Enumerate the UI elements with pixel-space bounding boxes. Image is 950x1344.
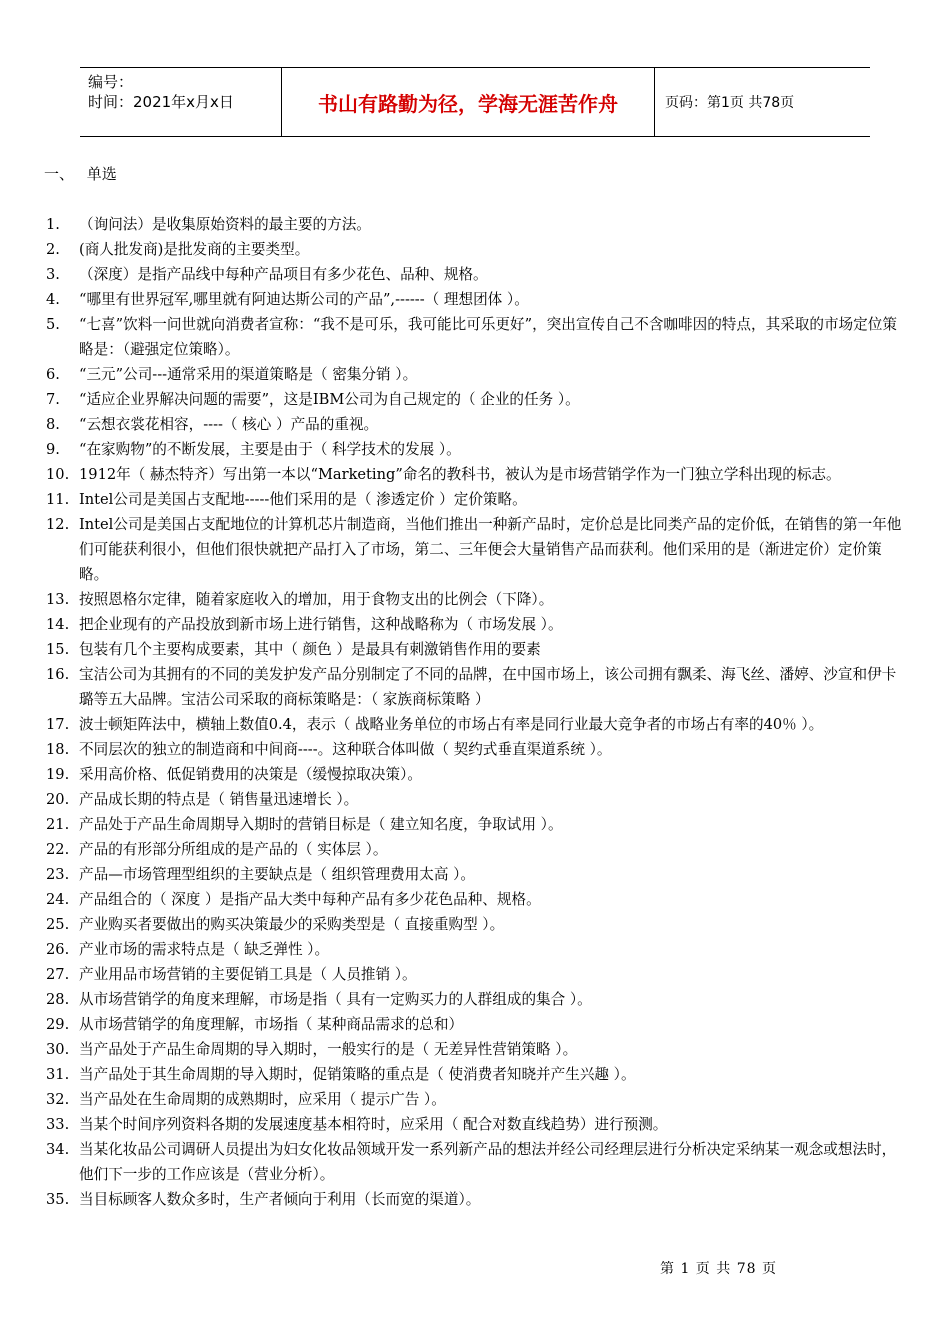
question-text: 产业购买者要做出的购买决策最少的采购类型是（ 直接重购型 ）。 xyxy=(79,916,505,933)
question-item xyxy=(46,637,906,662)
question-number: 12. xyxy=(46,516,70,533)
question-text: 当某化妆品公司调研人员提出为妇女化妆品领域开发一系列新产品的想法并经公司经理层进行分析决定采纳某一观念或想法时，他们下一步的工作应该是（营业分析）。 xyxy=(79,1141,897,1183)
question-item xyxy=(46,512,906,587)
question-text: “适应企业界解决问题的需要”，这是IBM公司为自己规定的（ 企业的任务 ）。 xyxy=(79,391,580,408)
question-text: 当产品处在生命周期的成熟期时，应采用（ 提示广告 ）。 xyxy=(79,1091,446,1108)
question-list xyxy=(46,212,906,1212)
question-item xyxy=(46,1137,906,1187)
question-text: 产业市场的需求特点是（ 缺乏弹性 ）。 xyxy=(79,941,330,958)
question-text: Intel公司是美国占支配地-----他们采用的是（ 渗透定价 ）定价策略。 xyxy=(79,491,527,508)
header-motto-cell xyxy=(282,68,655,136)
question-text: 当某个时间序列资料各期的发展速度基本相符时，应采用（ 配合对数直线趋势）进行预测。 xyxy=(79,1116,668,1133)
question-text: 当产品处于其生命周期的导入期时，促销策略的重点是（ 使消费者知晓并产生兴趣 ）。 xyxy=(79,1066,636,1083)
question-item xyxy=(46,962,906,987)
question-number: 21. xyxy=(46,816,70,833)
question-text: 产品处于产品生命周期导入期时的营销目标是（ 建立知名度，争取试用 ）。 xyxy=(79,816,563,833)
question-text: “在家购物”的不断发展，主要是由于（ 科学技术的发展 ）。 xyxy=(79,441,461,458)
question-text: 波士顿矩阵法中，横轴上数值0.4，表示（ 战略业务单位的市场占有率是同行业最大竞争者的市场占有率的40％ ）。 xyxy=(79,716,824,733)
header-meta xyxy=(80,68,282,136)
question-text: 从市场营销学的角度理解，市场指（ 某种商品需求的总和） xyxy=(79,1016,464,1033)
question-number: 24. xyxy=(46,891,70,908)
section-title: 单选 xyxy=(86,165,117,183)
question-item xyxy=(46,212,906,237)
question-item xyxy=(46,937,906,962)
question-number: 6. xyxy=(46,366,60,383)
question-number: 34. xyxy=(46,1141,70,1158)
section-heading xyxy=(44,163,117,184)
question-number: 14. xyxy=(46,616,70,633)
question-number: 30. xyxy=(46,1041,70,1058)
question-number: 19. xyxy=(46,766,70,783)
question-item xyxy=(46,487,906,512)
question-item xyxy=(46,712,906,737)
question-item xyxy=(46,812,906,837)
question-number: 33. xyxy=(46,1116,70,1133)
question-number: 27. xyxy=(46,966,70,983)
time-label: 时间：2021年x月x日 xyxy=(88,93,234,111)
question-item xyxy=(46,437,906,462)
question-number: 8. xyxy=(46,416,60,433)
question-number: 15. xyxy=(46,641,70,658)
question-text: 宝洁公司为其拥有的不同的美发护发产品分别制定了不同的品牌，在中国市场上，该公司拥有飘柔、海飞丝、潘婷、沙宣和伊卡璐等五大品牌。宝洁公司采取的商标策略是：（ 家族商标策略 ） xyxy=(79,666,897,708)
question-number: 20. xyxy=(46,791,70,808)
question-number: 28. xyxy=(46,991,70,1008)
question-number: 7. xyxy=(46,391,60,408)
question-item xyxy=(46,312,906,362)
question-text: 按照恩格尔定律，随着家庭收入的增加，用于食物支出的比例会（下降）。 xyxy=(79,591,554,608)
page-header xyxy=(80,67,870,137)
question-number: 17. xyxy=(46,716,70,733)
question-number: 10. xyxy=(46,466,70,483)
question-text: 产品的有形部分所组成的是产品的（ 实体层 ）。 xyxy=(79,841,388,858)
question-item xyxy=(46,387,906,412)
question-text: 包装有几个主要构成要素，其中（ 颜色 ）是最具有刺激销售作用的要素 xyxy=(79,641,541,658)
question-item xyxy=(46,787,906,812)
question-number: 18. xyxy=(46,741,70,758)
question-item xyxy=(46,1187,906,1212)
question-number: 35. xyxy=(46,1191,70,1208)
question-item xyxy=(46,837,906,862)
question-text: 从市场营销学的角度来理解，市场是指（ 具有一定购买力的人群组成的集合 ）。 xyxy=(79,991,592,1008)
question-text: (商人批发商)是批发商的主要类型。 xyxy=(79,241,310,258)
question-text: 1912年（ 赫杰特齐）写出第一本以“Marketing”命名的教科书，被认为是市场营销学作为一门独立学科出现的标志。 xyxy=(79,466,841,483)
question-item xyxy=(46,1087,906,1112)
question-item xyxy=(46,287,906,312)
page-info: 页码：第1页 共78页 xyxy=(665,95,795,111)
question-number: 16. xyxy=(46,666,70,683)
question-text: “七喜”饮料一问世就向消费者宣称：“我不是可乐，我可能比可乐更好”，突出宣传自己不含咖啡因的特点，其采取的市场定位策略是：（避强定位策略）。 xyxy=(79,316,897,358)
question-item xyxy=(46,662,906,712)
question-text: 产品—市场管理型组织的主要缺点是（ 组织管理费用太高 ）。 xyxy=(79,866,476,883)
question-item xyxy=(46,412,906,437)
question-number: 32. xyxy=(46,1091,70,1108)
question-item xyxy=(46,987,906,1012)
question-text: 产品成长期的特点是（ 销售量迅速增长 ）。 xyxy=(79,791,359,808)
question-number: 5. xyxy=(46,316,60,333)
page-footer: 第 1 页 共 78 页 xyxy=(660,1261,777,1277)
question-number: 3. xyxy=(46,266,60,283)
question-item xyxy=(46,362,906,387)
question-text: “云想衣裳花相容，----（ 核心 ）产品的重视。 xyxy=(79,416,379,433)
question-item xyxy=(46,1112,906,1137)
question-item xyxy=(46,737,906,762)
question-text: 不同层次的独立的制造商和中间商----。这种联合体叫做（ 契约式垂直渠道系统 ）。 xyxy=(79,741,612,758)
number-label: 编号： xyxy=(88,73,134,91)
question-item xyxy=(46,612,906,637)
question-item xyxy=(46,762,906,787)
question-item xyxy=(46,262,906,287)
question-number: 4. xyxy=(46,291,60,308)
question-item xyxy=(46,1037,906,1062)
question-item xyxy=(46,887,906,912)
question-number: 1. xyxy=(46,216,60,233)
question-text: “哪里有世界冠军,哪里就有阿迪达斯公司的产品”,------（ 理想团体 ）。 xyxy=(79,291,529,308)
question-text: （深度）是指产品线中每种产品项目有多少花色、品种、规格。 xyxy=(79,266,488,283)
question-text: 采用高价格、低促销费用的决策是（缓慢掠取决策）。 xyxy=(79,766,422,783)
question-text: （询问法）是收集原始资料的最主要的方法。 xyxy=(79,216,371,233)
question-text: 当产品处于产品生命周期的导入期时，一般实行的是（ 无差异性营销策略 ）。 xyxy=(79,1041,578,1058)
question-number: 26. xyxy=(46,941,70,958)
section-number: 一、 xyxy=(44,165,75,183)
question-item xyxy=(46,587,906,612)
question-number: 23. xyxy=(46,866,70,883)
question-text: “三元”公司---通常采用的渠道策略是（ 密集分销 ）。 xyxy=(79,366,418,383)
question-item xyxy=(46,862,906,887)
question-number: 2. xyxy=(46,241,60,258)
question-number: 9. xyxy=(46,441,60,458)
question-text: 产业用品市场营销的主要促销工具是（ 人员推销 ）。 xyxy=(79,966,417,983)
question-text: 当目标顾客人数众多时，生产者倾向于利用（长而宽的渠道）。 xyxy=(79,1191,481,1208)
question-number: 22. xyxy=(46,841,70,858)
question-number: 29. xyxy=(46,1016,70,1033)
question-text: 把企业现有的产品投放到新市场上进行销售，这种战略称为（ 市场发展 ）。 xyxy=(79,616,563,633)
question-text: 产品组合的（ 深度 ）是指产品大类中每种产品有多少花色品种、规格。 xyxy=(79,891,541,908)
question-number: 25. xyxy=(46,916,70,933)
question-item xyxy=(46,912,906,937)
question-number: 31. xyxy=(46,1066,70,1083)
question-number: 13. xyxy=(46,591,70,608)
question-text: Intel公司是美国占支配地位的计算机芯片制造商，当他们推出一种新产品时，定价总是比同类产品的定价低，在销售的第一年他们可能获利很小，但他们很快就把产品打入了市场，第二、三年便会大量销售产品而获利。他们采用的是（渐进定价）定价策略。 xyxy=(79,516,902,583)
question-item xyxy=(46,1012,906,1037)
question-item xyxy=(46,237,906,262)
question-item xyxy=(46,1062,906,1087)
question-item xyxy=(46,462,906,487)
motto-text: 书山有路勤为径，学海无涯苦作舟 xyxy=(318,91,618,116)
question-number: 11. xyxy=(46,491,70,508)
